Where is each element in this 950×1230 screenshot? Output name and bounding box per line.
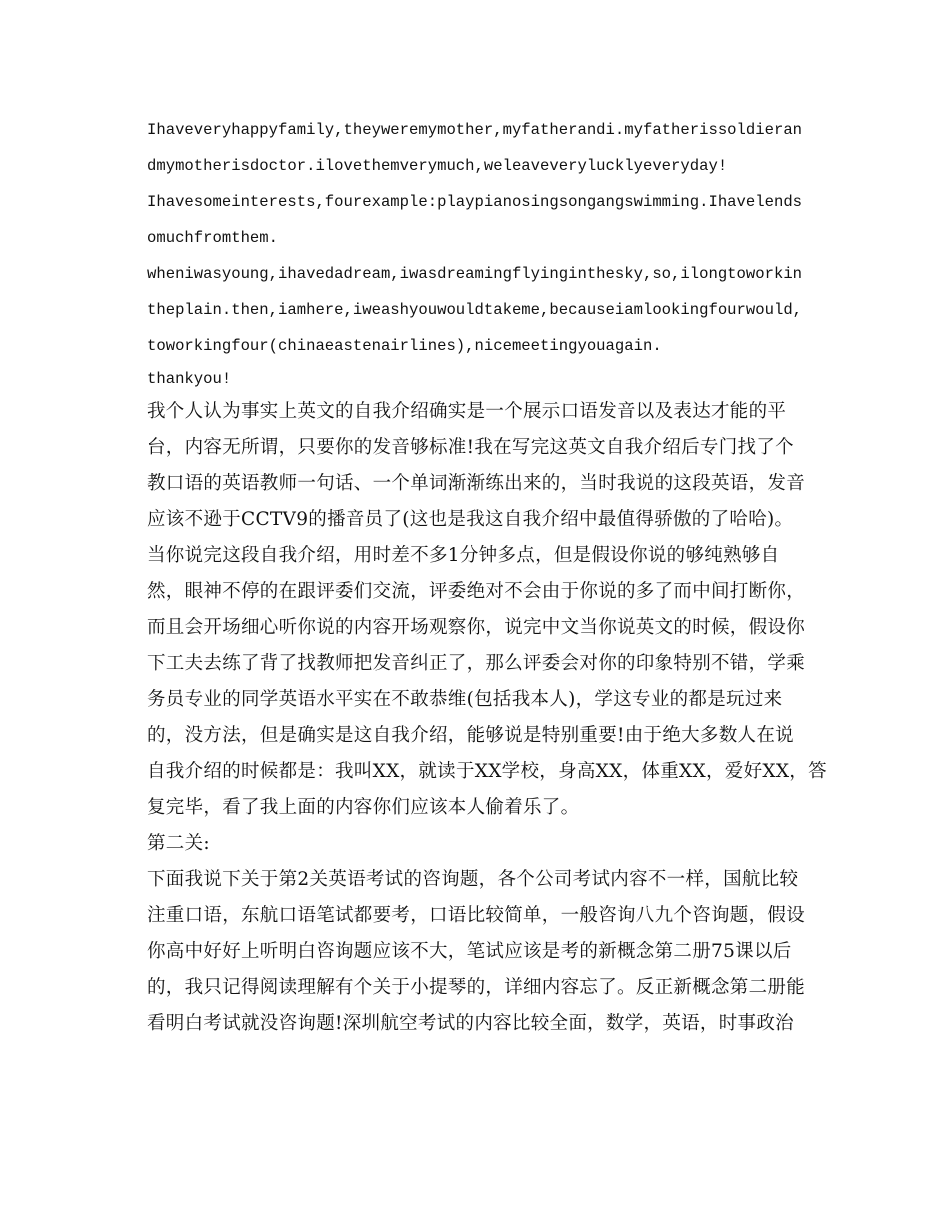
section-heading: 第二关: [147,833,210,854]
english-line: thankyou! [147,370,232,388]
body-text-line: 看明白考试就没咨询题!深圳航空考试的内容比较全面，数学，英语，时事政治 [147,1013,794,1034]
body-text-line: 应该不逊于CCTV9的播音员了(这也是我这自我介绍中最值得骄傲的了哈哈)。 [147,509,794,530]
body-text-line: 当你说完这段自我介绍，用时差不多1分钟多点，但是假设你说的够纯熟够自 [147,545,780,566]
english-line: Ihaveveryhappyfamily,theyweremymother,myfatherandi.myfatherissoldieran [147,121,803,139]
body-text-line: 下面我说下关于第2关英语考试的咨询题，各个公司考试内容不一样，国航比较 [147,869,799,890]
english-line: dmymotherisdoctor.ilovethemverymuch,weleaveverylucklyeveryday! [147,157,728,175]
english-line: wheniwasyoung,ihavedadream,iwasdreamingflyinginthesky,so,ilongtoworkin [147,265,803,283]
english-line: toworkingfour(chinaeastenairlines),nicemeetingyouagain. [147,337,662,355]
body-text-line: 的，我只记得阅读理解有个关于小提琴的，详细内容忘了。反正新概念第二册能 [147,977,806,998]
body-text-line: 教口语的英语教师一句话、一个单词渐渐练出来的，当时我说的这段英语，发音 [147,473,806,494]
body-text-line: 注重口语，东航口语笔试都要考，口语比较简单，一般咨询八九个咨询题，假设 [147,905,806,926]
body-text-line: 复完毕，看了我上面的内容你们应该本人偷着乐了。 [147,797,580,818]
body-text-line: 而且会开场细心听你说的内容开场观察你，说完中文当你说英文的时候，假设你 [147,617,806,638]
english-line: Ihavesomeinterests,fourexample:playpianosingsongangswimming.Ihavelends [147,193,803,211]
body-text-line: 台，内容无所谓，只要你的发音够标准!我在写完这英文自我介绍后专门找了个 [147,437,794,458]
body-text-line: 你高中好好上听明白咨询题应该不大，笔试应该是考的新概念第二册75课以后 [147,941,792,962]
body-text-line: 我个人认为事实上英文的自我介绍确实是一个展示口语发音以及表达才能的平 [147,401,787,422]
english-line: theplain.then,iamhere,iweashyouwouldtakeme,becauseiamlookingfourwould, [147,301,803,319]
english-line: omuchfromthem. [147,229,279,247]
body-text-line: 务员专业的同学英语水平实在不敢恭维(包括我本人)，学这专业的都是玩过来 [147,689,783,710]
body-text-line: 下工夫去练了背了找教师把发音纠正了，那么评委会对你的印象特别不错，学乘 [147,653,806,674]
body-text-line: 的，没方法，但是确实是这自我介绍，能够说是特别重要!由于绝大多数人在说 [147,725,794,746]
body-text-line: 然，眼神不停的在跟评委们交流，评委绝对不会由于你说的多了而中间打断你， [147,581,806,602]
body-text-line: 自我介绍的时候都是：我叫XX，就读于XX学校，身高XX，体重XX，爱好XX，答 [147,761,827,782]
